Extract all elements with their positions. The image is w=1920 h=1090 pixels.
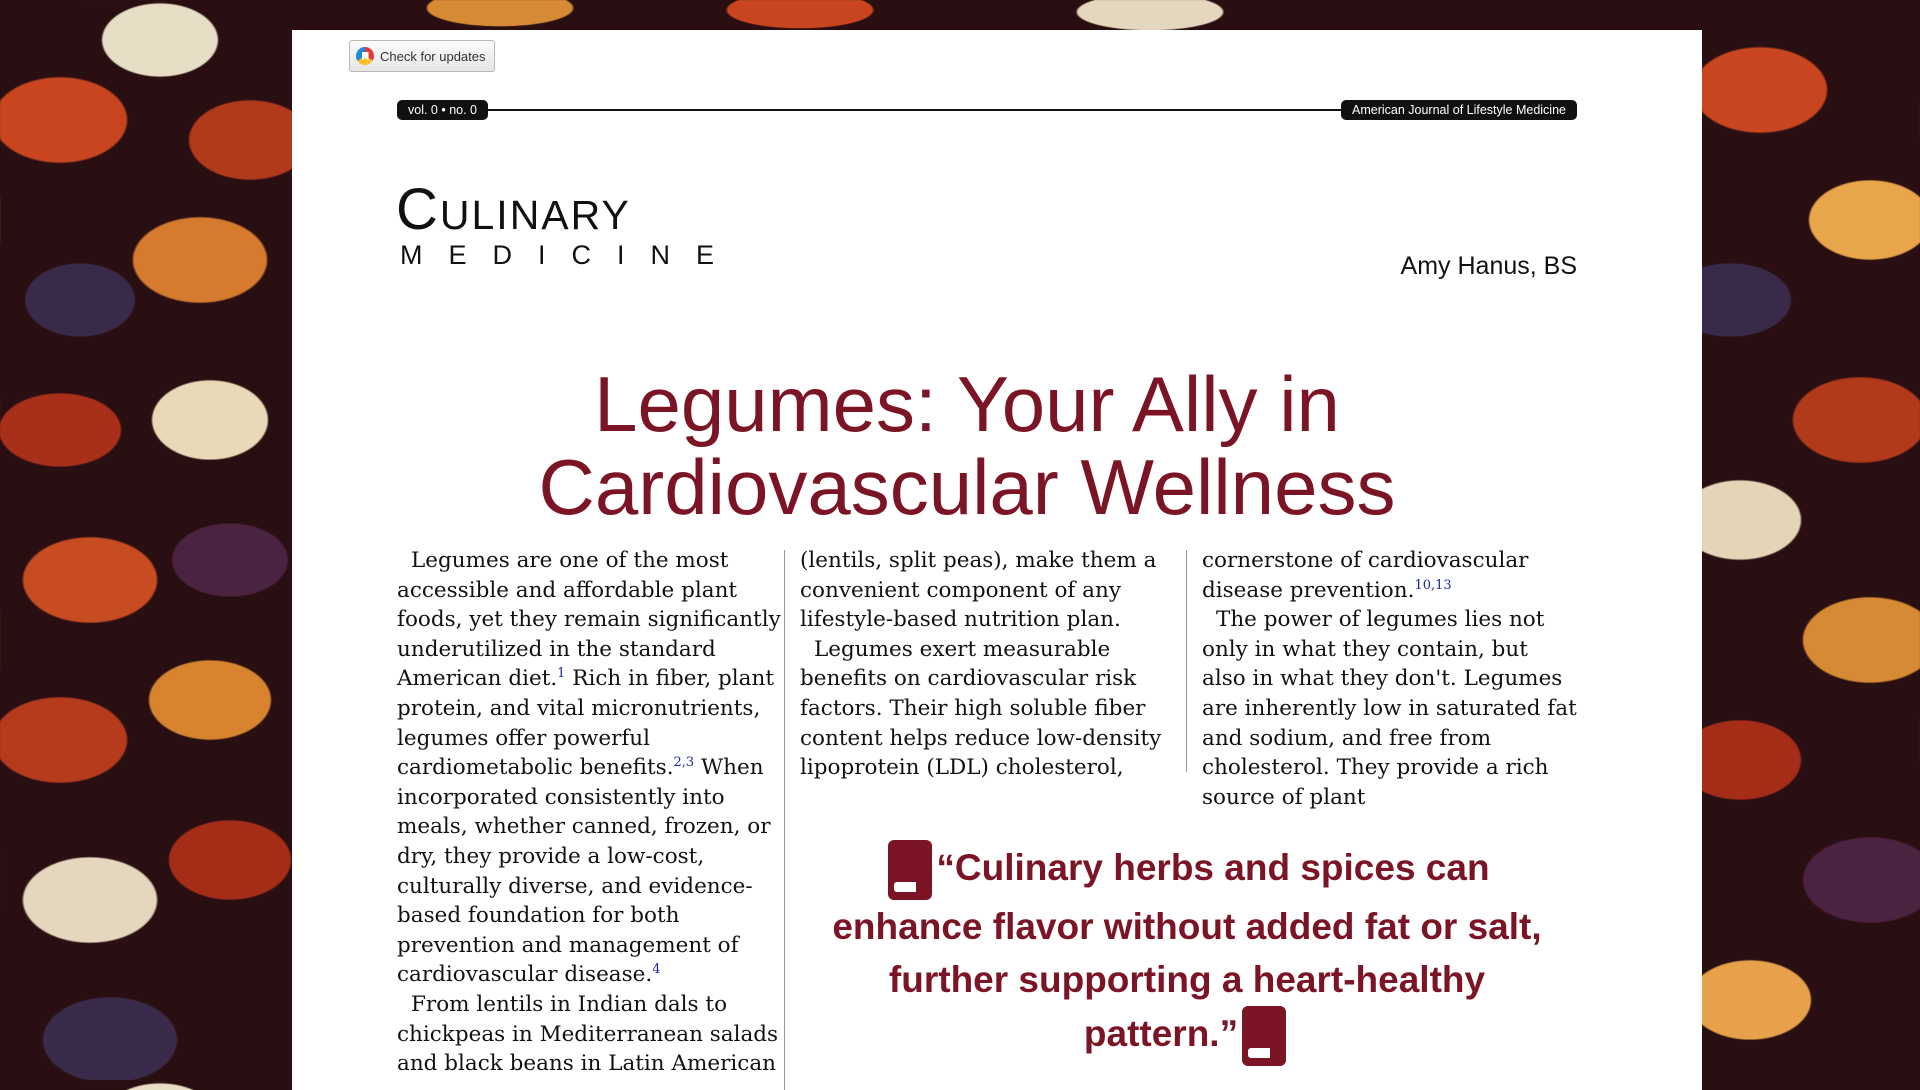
author-name: Amy Hanus, BS: [1400, 252, 1577, 280]
body-column-2: [800, 546, 1170, 781]
citation[interactable]: 10,13: [1414, 577, 1452, 593]
check-for-updates-label: Check for updates: [380, 48, 486, 64]
pull-quote-text: “Culinary herbs and spices can enhance flavor without added fat or salt, further supporting a heart-healthy pattern.”: [832, 846, 1542, 1054]
culinary-medicine-logo: [396, 177, 741, 270]
logo-word-medicine: MEDICINE: [400, 240, 741, 270]
paragraph: [397, 546, 782, 990]
logo-word-culinary: Culinary: [396, 177, 631, 242]
open-quote-icon: [888, 840, 932, 900]
citation[interactable]: 1: [557, 666, 566, 682]
paragraph: Legumes exert measurable benefits on cardiovascular risk factors. Their high soluble fiber content helps reduce low-density lipoprotein (LDL) cholesterol,: [800, 636, 1162, 781]
paragraph: The power of legumes lies not only in what they contain, but also in what they don't. Legumes are inherently low in saturated fat and sodium, and free from cholesterol. They provide a rich source of plant: [1202, 607, 1577, 810]
crossmark-icon: [356, 47, 374, 65]
body-column-3: [1202, 546, 1577, 810]
article-page: [292, 30, 1702, 1090]
citation[interactable]: 4: [652, 962, 661, 978]
close-quote-icon: [1242, 1006, 1286, 1066]
volume-badge: vol. 0 • no. 0: [397, 100, 488, 120]
paragraph-text: When incorporated consistently into meals, whether canned, frozen, or dry, they provide a low-cost, culturally diverse, and evidence-based foundation for both prevention and management of cardiovascular disease.: [397, 755, 771, 988]
paragraph: From lentils in Indian dals to chickpeas in Mediterranean salads and black beans in Latin American: [397, 991, 779, 1077]
pull-quote: [807, 840, 1567, 1066]
journal-header-bar: [397, 100, 1577, 120]
paragraph: (lentils, split peas), make them a convenient component of any lifestyle-based nutrition plan.: [800, 548, 1157, 633]
check-for-updates-button[interactable]: [349, 40, 495, 72]
paragraph-text: Rich in fiber, plant protein, and vital micronutrients, legumes offer powerful cardiometabolic benefits.: [397, 666, 774, 781]
body-column-1: [397, 546, 782, 1079]
title-line-1: Legumes: Your Ally in: [594, 360, 1340, 448]
article-title: [442, 360, 1492, 531]
column-divider: [784, 550, 785, 1090]
citation[interactable]: 2,3: [673, 755, 695, 770]
paragraph-text: Legumes are one of the most accessible and affordable plant foods, yet they remain significantly underutilized in the standard American diet.: [397, 548, 781, 692]
title-line-2: Cardiovascular Wellness: [538, 443, 1396, 531]
paragraph-text: cornerstone of cardiovascular disease prevention.: [1202, 548, 1529, 603]
journal-name-badge: American Journal of Lifestyle Medicine: [1341, 100, 1577, 120]
paragraph: [1202, 546, 1577, 605]
column-divider: [1186, 550, 1187, 772]
